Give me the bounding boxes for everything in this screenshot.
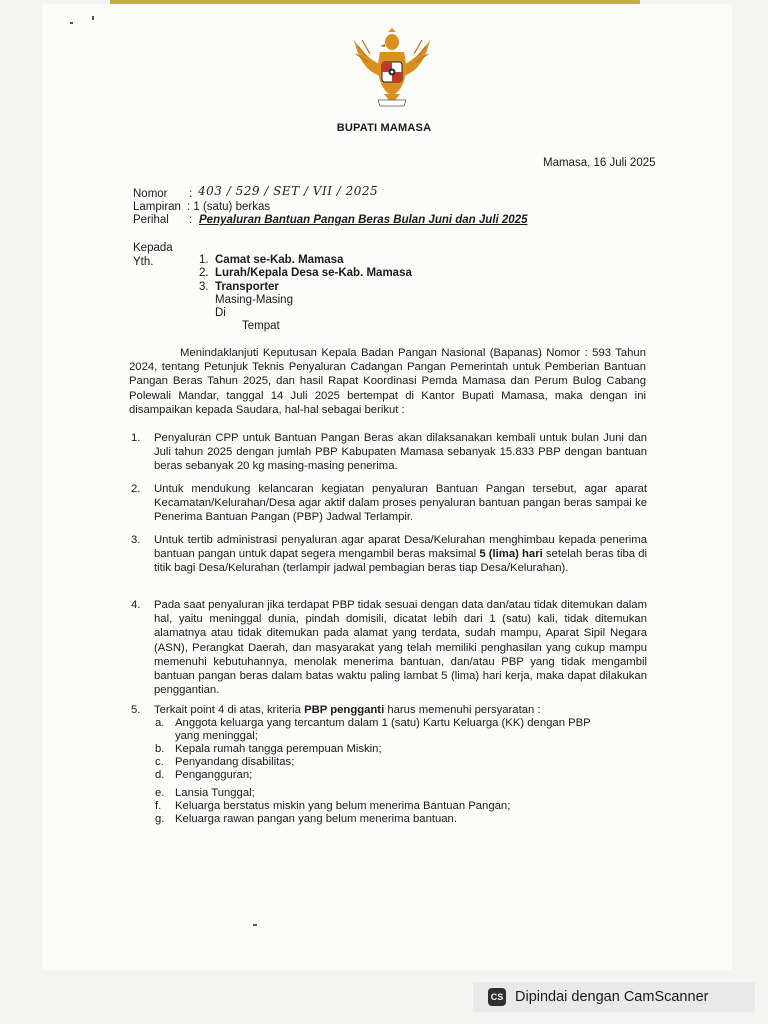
- recipient-number: 1.: [199, 254, 209, 266]
- perihal-colon: :: [189, 214, 193, 226]
- point-text: Pada saat penyaluran jika terdapat PBP tidak sesuai dengan data dan/atau tidak ditemukan dalam hal, yaitu meninggal dunia, pindah domisili, dicatat lebih dari 1 (satu) kali, tidak ditemukan alamatnya atau tidak ditemukan pada alamat yang terdata, sudah mampu, Aparat Sipil Negara (ASN), Perangkat Daerah, dan masyarakat yang telah memiliki penghasilan yang cukup mampu memenuhi kebutuhannya, menolak menerima bantuan, dan/atau PBP yang tidak mengambil bantuan pangan beras dalam batas waktu paling lambat 5 (lima) hari kerja, maka dapat dilakukan penggantian.: [154, 599, 647, 697]
- camscanner-watermark: [473, 982, 755, 1012]
- criteria-text: Penyandang disabilitas;: [175, 756, 295, 768]
- masing-masing-text: Masing-Masing: [215, 294, 293, 306]
- lampiran-value: : 1 (satu) berkas: [187, 201, 271, 213]
- point-text-part: Untuk tertib administrasi penyaluran agar aparat Desa/Kelurahan menghimbau kepada penerima bantuan pangan untuk dapat segera mengambil beras maksimal: [154, 534, 647, 561]
- point-4: [131, 598, 647, 697]
- criteria-letter: f.: [155, 800, 162, 812]
- point-text-part: setelah beras tiba di titik bagi Desa/Kelurahan (terlampir jadwal pembagian beras tiap Desa/Kelurahan).: [154, 548, 648, 575]
- criteria-letter: g.: [155, 813, 165, 825]
- point-text-part: harus memenuhi persyaratan :: [384, 704, 541, 716]
- criteria-text: yang meninggal;: [175, 730, 258, 742]
- letter-title: BUPATI MAMASA: [336, 122, 432, 134]
- criteria-text: Keluarga berstatus miskin yang belum menerima Bantuan Pangan;: [175, 800, 511, 812]
- recipient-name: Transporter: [215, 281, 279, 293]
- yth-label: Yth.: [133, 256, 154, 268]
- point-number: 5.: [131, 704, 141, 716]
- lampiran-label: Lampiran: [133, 201, 181, 213]
- letter-date: Mamasa, 16 Juli 2025: [543, 157, 656, 169]
- scan-speck: [253, 924, 257, 926]
- criteria-letter: b.: [155, 743, 165, 755]
- camscanner-label: Dipindai dengan CamScanner: [515, 989, 709, 1005]
- kepada-label: Kepada: [133, 242, 173, 254]
- nomor-colon: :: [189, 188, 193, 200]
- recipient-name: Lurah/Kepala Desa se-Kab. Mamasa: [215, 267, 412, 279]
- criteria-letter: e.: [155, 787, 165, 799]
- nomor-value: 403 / 529 / SET / VII / 2025: [198, 184, 379, 198]
- criteria-letter: c.: [155, 756, 164, 768]
- scan-speck: [92, 16, 94, 20]
- point-text: [154, 533, 647, 576]
- criteria-text: Lansia Tunggal;: [175, 787, 255, 799]
- point-number: 1.: [131, 432, 141, 444]
- di-text: Di: [215, 307, 226, 319]
- point-3: [131, 533, 647, 576]
- tempat-text: Tempat: [242, 320, 280, 332]
- point-1: [131, 431, 647, 474]
- criteria-text: Pengangguran;: [175, 769, 253, 781]
- recipient-number: 3.: [199, 281, 209, 293]
- point-number: 3.: [131, 534, 141, 546]
- criteria-letter: a.: [155, 717, 165, 729]
- camscanner-icon: CS: [488, 988, 506, 1006]
- perihal-value: Penyaluran Bantuan Pangan Beras Bulan Juni dan Juli 2025: [199, 214, 528, 226]
- scan-speck: [70, 22, 73, 24]
- criteria-text: Kepala rumah tangga perempuan Miskin;: [175, 743, 382, 755]
- point-text: Untuk mendukung kelancaran kegiatan penyaluran Bantuan Pangan tersebut, agar aparat Kecamatan/Kelurahan/Desa agar aktif dalam proses penyaluran bantuan pangan beras sampai ke Penerima Bantuan Pangan (PBP) Jadwal Terlampir.: [154, 483, 647, 524]
- criteria-letter: d.: [155, 769, 165, 781]
- garuda-emblem: [348, 26, 436, 112]
- point-text-part: Terkait point 4 di atas, kriteria: [154, 704, 305, 716]
- point-text-emphasis: PBP pengganti: [304, 704, 385, 716]
- intro-paragraph: Menindaklanjuti Keputusan Kepala Badan Pangan Nasional (Bapanas) Nomor : 593 Tahun 2024, tentang Petunjuk Teknis Penyaluran Cadangan Pangan Pemerintah untuk Pemberian Bantuan Pangan Beras Tahun 2025, dan hasil Rapat Koordinasi Pemda Mamasa dan Perum Bulog Cabang Polewali Mandar, tanggal 14 Juli 2025 bertempat di Kantor Bupati Mamasa, maka dengan ini disampaikan kepada Saudara, hal-hal sebagai berikut :: [129, 347, 646, 416]
- garuda-emblem-icon: [348, 26, 436, 112]
- criteria-text: Keluarga rawan pangan yang belum menerima bantuan.: [175, 813, 457, 825]
- point-text: Penyaluran CPP untuk Bantuan Pangan Beras akan dilaksanakan kembali untuk bulan Juni dan Juli tahun 2025 dengan jumlah PBP Kabupaten Mamasa sebanyak 15.833 PBP dengan bantuan beras sebanyak 20 kg masing-masing penerima.: [154, 432, 647, 473]
- point-number: 4.: [131, 599, 141, 611]
- recipient-name: Camat se-Kab. Mamasa: [215, 254, 344, 266]
- point-text-emphasis: 5 (lima) hari: [479, 548, 543, 561]
- criteria-text: Anggota keluarga yang tercantum dalam 1 (satu) Kartu Keluarga (KK) dengan PBP: [175, 717, 591, 729]
- point-2: [131, 482, 647, 525]
- point-number: 2.: [131, 483, 141, 495]
- nomor-label: Nomor: [133, 188, 168, 200]
- recipient-number: 2.: [199, 267, 209, 279]
- perihal-label: Perihal: [133, 214, 169, 226]
